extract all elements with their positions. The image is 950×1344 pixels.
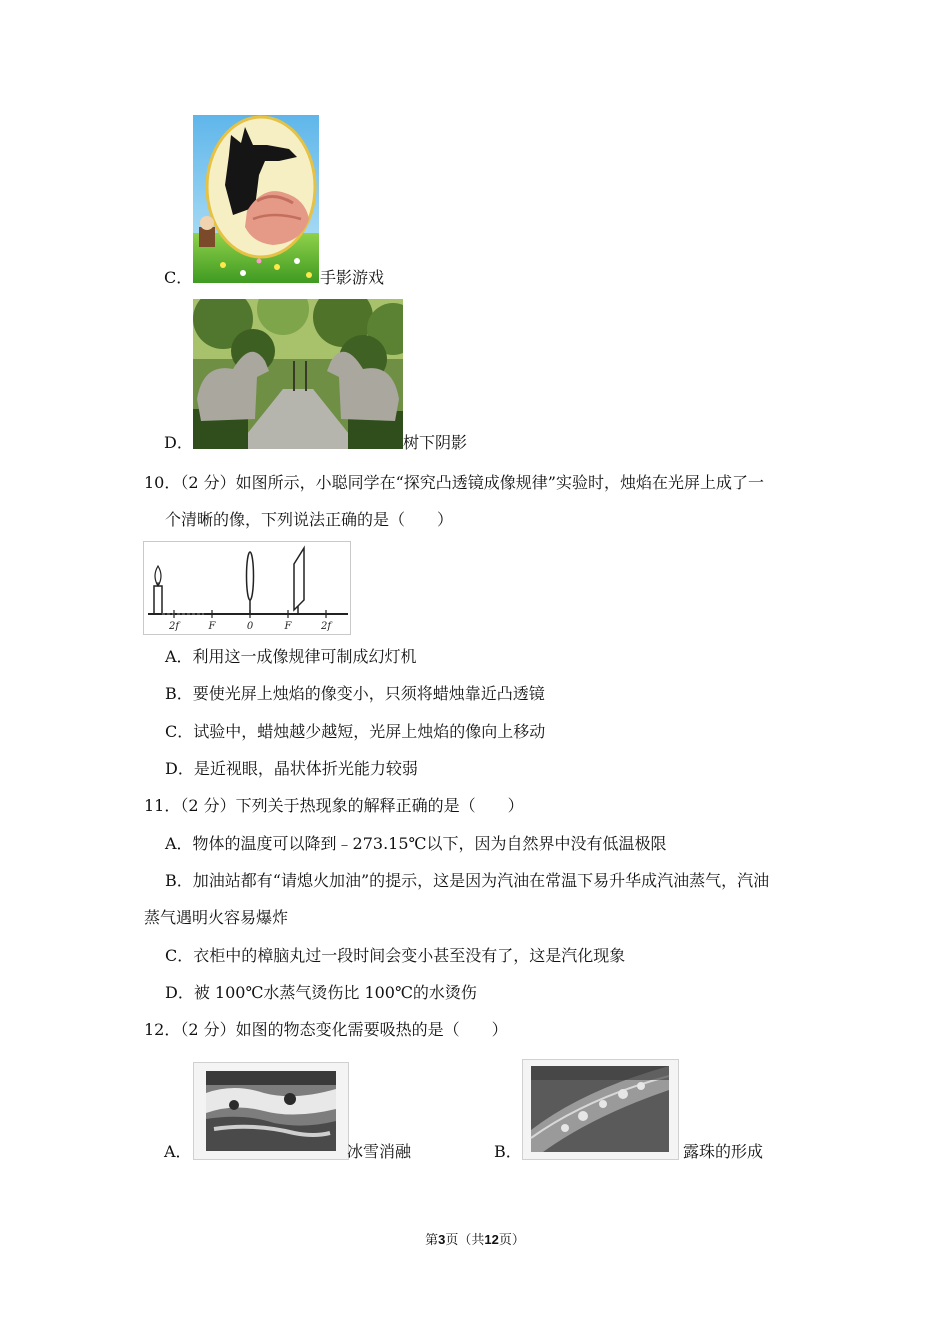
q11-option-b-line1: B．加油站都有“请熄火加油”的提示，这是因为汽油在常温下易升华成汽油蒸气，汽油 bbox=[165, 871, 770, 890]
convex-lens-diagram bbox=[143, 541, 351, 635]
q12-stem: 12．（2 分）如图的物态变化需要吸热的是（ ） bbox=[144, 1020, 508, 1039]
q10-stem-line1: 10．（2 分）如图所示，小聪同学在“探究凸透镜成像规律”实验时，烛焰在光屏上成了一 bbox=[144, 473, 764, 492]
q11-option-d: D．被 100℃水蒸气烫伤比 100℃的水烫伤 bbox=[165, 983, 477, 1002]
footer-prefix: 第 bbox=[425, 1233, 439, 1248]
footer-page-number: 3 bbox=[438, 1232, 446, 1247]
q11-option-c: C．衣柜中的樟脑丸过一段时间会变小甚至没有了，这是汽化现象 bbox=[165, 946, 626, 965]
option-c-caption: 手影游戏 bbox=[320, 268, 385, 287]
q11-option-a: A．物体的温度可以降到﹣273.15℃以下，因为自然界中没有低温极限 bbox=[165, 834, 667, 853]
page-footer bbox=[0, 1230, 950, 1251]
q12-option-a-caption: 冰雪消融 bbox=[347, 1142, 412, 1161]
footer-mid: 页（共 bbox=[445, 1233, 485, 1248]
tree-shade-image bbox=[193, 299, 403, 449]
option-c-letter: C． bbox=[164, 268, 193, 287]
q10-option-a: A．利用这一成像规律可制成幻灯机 bbox=[165, 647, 417, 666]
q12-option-a-letter: A． bbox=[164, 1142, 192, 1161]
q11-option-b-line2: 蒸气遇明火容易爆炸 bbox=[144, 908, 289, 927]
melting-snow-image bbox=[193, 1062, 349, 1160]
q12-option-b-letter: B． bbox=[494, 1142, 522, 1161]
hand-shadow-image bbox=[193, 115, 319, 283]
figure-label-f-left: F bbox=[208, 621, 216, 632]
q11-stem: 11．（2 分）下列关于热现象的解释正确的是（ ） bbox=[144, 796, 524, 815]
q10-option-d: D．是近视眼，晶状体折光能力较弱 bbox=[165, 759, 418, 778]
figure-label-o: 0 bbox=[246, 621, 254, 632]
figure-label-2f-right: 2f bbox=[320, 621, 332, 632]
q10-stem-line2: 个清晰的像，下列说法正确的是（ ） bbox=[165, 510, 454, 529]
option-d-letter: D． bbox=[164, 433, 193, 452]
q12-option-b-caption: 露珠的形成 bbox=[683, 1142, 764, 1161]
option-d-caption: 树下阴影 bbox=[403, 433, 468, 452]
q10-option-c: C．试验中，蜡烛越少越短，光屏上烛焰的像向上移动 bbox=[165, 722, 546, 741]
figure-label-f-right: F bbox=[284, 621, 292, 632]
figure-label-2f-left: 2f bbox=[168, 621, 180, 632]
dew-drops-image bbox=[522, 1059, 679, 1160]
footer-total-pages: 12 bbox=[484, 1232, 499, 1247]
q10-option-b: B．要使光屏上烛焰的像变小，只须将蜡烛靠近凸透镜 bbox=[165, 684, 545, 703]
footer-suffix: 页） bbox=[498, 1233, 525, 1248]
